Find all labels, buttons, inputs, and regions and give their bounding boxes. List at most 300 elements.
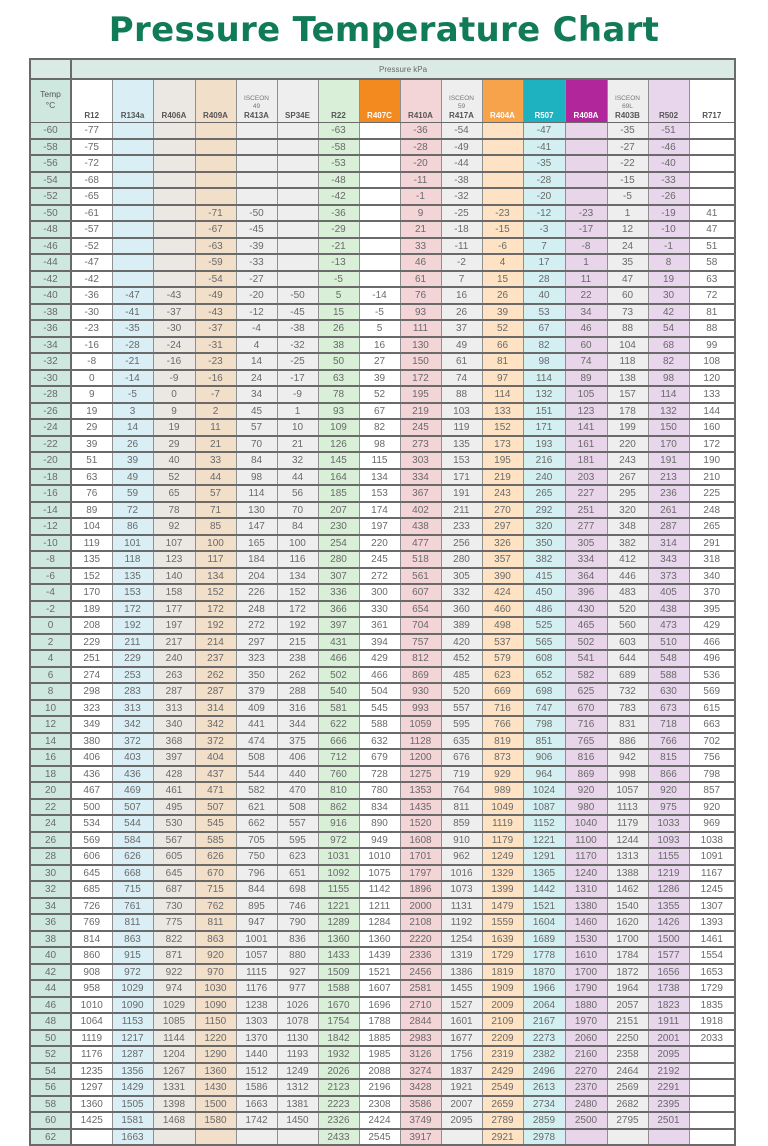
pressure-cell: 10: [277, 419, 318, 436]
pressure-cell: 207: [318, 502, 359, 519]
pressure-cell: 1607: [359, 980, 400, 997]
pressure-cell: 630: [648, 683, 689, 700]
pressure-cell: 1115: [236, 964, 277, 981]
pressure-cell: -17: [277, 370, 318, 387]
pressure-cell: 66: [482, 337, 523, 354]
temp-cell: -42: [30, 271, 71, 288]
pressure-cell: 927: [277, 964, 318, 981]
pressure-cell: 1872: [607, 964, 648, 981]
pressure-cell: 1729: [689, 980, 735, 997]
pressure-cell: 715: [112, 881, 153, 898]
pressure-cell: [359, 221, 400, 238]
pressure-cell: 11: [195, 419, 236, 436]
pressure-cell: -27: [607, 139, 648, 156]
pressure-cell: -23: [71, 320, 112, 337]
pressure-cell: -37: [153, 304, 195, 321]
pressure-cell: 373: [648, 568, 689, 585]
pressure-cell: 27: [359, 353, 400, 370]
pressure-cell: [565, 188, 607, 205]
refrigerant-header: [112, 79, 153, 123]
pressure-cell: 920: [689, 799, 735, 816]
pressure-cell: 195: [400, 386, 441, 403]
pressure-cell: 67: [523, 320, 565, 337]
pressure-cell: 814: [71, 931, 112, 948]
pressure-cell: 2464: [607, 1063, 648, 1080]
pressure-cell: 76: [71, 485, 112, 502]
table-row: [30, 601, 735, 618]
pressure-cell: 2983: [400, 1030, 441, 1047]
pressure-cell: 361: [359, 617, 400, 634]
table-row: [30, 931, 735, 948]
pressure-cell: [236, 188, 277, 205]
pressure-cell: 29: [153, 436, 195, 453]
pressure-cell: 1030: [195, 980, 236, 997]
pressure-cell: 886: [607, 733, 648, 750]
pressure-cell: -8: [565, 238, 607, 255]
pressure-cell: 366: [318, 601, 359, 618]
pressure-cell: 15: [482, 271, 523, 288]
pressure-cell: 1360: [195, 1063, 236, 1080]
pressure-cell: 214: [195, 634, 236, 651]
pressure-cell: 1329: [482, 865, 523, 882]
pressure-cell: 1360: [318, 931, 359, 948]
temp-column-header: [30, 79, 71, 123]
pressure-cell: 134: [359, 469, 400, 486]
pressure-cell: 230: [318, 518, 359, 535]
pressure-cell: 1275: [400, 766, 441, 783]
pressure-cell: 40: [523, 287, 565, 304]
pressure-cell: 1588: [318, 980, 359, 997]
table-row: [30, 568, 735, 585]
pressure-cell: 348: [607, 518, 648, 535]
pressure-cell: 171: [523, 419, 565, 436]
pressure-cell: -23: [565, 205, 607, 222]
pressure-cell: 969: [689, 815, 735, 832]
pressure-cell: [359, 238, 400, 255]
pressure-cell: [236, 1129, 277, 1146]
pressure-cell: 26: [318, 320, 359, 337]
temp-cell: 28: [30, 848, 71, 865]
pressure-cell: 2001: [648, 1030, 689, 1047]
pressure-cell: -47: [112, 287, 153, 304]
pressure-cell: 52: [482, 320, 523, 337]
pressure-cell: 857: [689, 782, 735, 799]
refrigerant-trade-name: 59: [457, 103, 466, 110]
temperature-group: [30, 386, 735, 469]
pressure-cell: -75: [71, 139, 112, 156]
pressure-cell: 51: [71, 452, 112, 469]
pressure-cell: 233: [441, 518, 482, 535]
pressure-cell: 132: [648, 403, 689, 420]
pressure-cell: -5: [607, 188, 648, 205]
pressure-cell: 360: [441, 601, 482, 618]
table-row: [30, 221, 735, 238]
temp-cell: 36: [30, 914, 71, 931]
pressure-cell: 334: [400, 469, 441, 486]
pressure-cell: 595: [277, 832, 318, 849]
pressure-cell: 67: [359, 403, 400, 420]
pressure-cell: 370: [689, 584, 735, 601]
pressure-cell: 39: [359, 370, 400, 387]
table-row: [30, 320, 735, 337]
pressure-cell: 118: [607, 353, 648, 370]
pressure-cell: 2060: [565, 1030, 607, 1047]
pressure-cell: 2682: [607, 1096, 648, 1113]
pressure-cell: 869: [565, 766, 607, 783]
pressure-cell: 402: [400, 502, 441, 519]
pressure-cell: 37: [441, 320, 482, 337]
pressure-cell: 1399: [482, 881, 523, 898]
pressure-cell: 52: [153, 469, 195, 486]
pressure-cell: [689, 188, 735, 205]
pressure-cell: 607: [400, 584, 441, 601]
pressure-cell: 1430: [195, 1079, 236, 1096]
pressure-cell: 1: [565, 254, 607, 271]
pressure-cell: 138: [607, 370, 648, 387]
pressure-cell: 679: [359, 749, 400, 766]
pressure-cell: 429: [689, 617, 735, 634]
pressure-cell: 263: [153, 667, 195, 684]
pressure-cell: -7: [195, 386, 236, 403]
pressure-cell: 19: [71, 403, 112, 420]
pressure-cell: [277, 1129, 318, 1146]
refrigerant-name: R410A: [408, 111, 433, 120]
pressure-cell: 330: [359, 601, 400, 618]
pressure-cell: 1880: [565, 997, 607, 1014]
temp-cell: -16: [30, 485, 71, 502]
pressure-cell: 2382: [523, 1046, 565, 1063]
pressure-cell: 1581: [112, 1112, 153, 1129]
temp-cell: -34: [30, 337, 71, 354]
pressure-cell: -25: [441, 205, 482, 222]
refrigerant-header: [71, 79, 112, 123]
pressure-cell: -38: [277, 320, 318, 337]
pressure-cell: 766: [482, 716, 523, 733]
pressure-cell: 1176: [71, 1046, 112, 1063]
pressure-cell: 33: [195, 452, 236, 469]
pressure-cell: 164: [318, 469, 359, 486]
pressure-cell: 747: [523, 700, 565, 717]
pressure-cell: 11: [565, 271, 607, 288]
pressure-cell: 698: [523, 683, 565, 700]
pressure-cell: 81: [482, 353, 523, 370]
pressure-cell: 42: [648, 304, 689, 321]
pressure-cell: [277, 172, 318, 189]
pressure-cell: 796: [236, 865, 277, 882]
pressure-cell: 72: [689, 287, 735, 304]
pressure-cell: 2581: [400, 980, 441, 997]
pressure-cell: 357: [482, 551, 523, 568]
pressure-cell: 1425: [71, 1112, 112, 1129]
pressure-cell: 283: [112, 683, 153, 700]
pressure-cell: 689: [607, 667, 648, 684]
pressure-cell: -28: [112, 337, 153, 354]
pressure-cell: 160: [689, 419, 735, 436]
table-row: [30, 667, 735, 684]
pressure-cell: 1520: [400, 815, 441, 832]
pressure-cell: 1131: [441, 898, 482, 915]
pressure-cell: 147: [236, 518, 277, 535]
pressure-cell: 1970: [565, 1013, 607, 1030]
pressure-cell: 1380: [565, 898, 607, 915]
temp-cell: -38: [30, 304, 71, 321]
pressure-cell: 815: [648, 749, 689, 766]
pressure-cell: 272: [236, 617, 277, 634]
pressure-cell: 569: [71, 832, 112, 849]
pressure-cell: 2196: [359, 1079, 400, 1096]
pressure-cell: 1284: [359, 914, 400, 931]
pressure-cell: 61: [441, 353, 482, 370]
pressure-cell: 844: [236, 881, 277, 898]
pressure-cell: 544: [112, 815, 153, 832]
pressure-cell: [607, 1129, 648, 1146]
pressure-cell: 508: [277, 799, 318, 816]
temp-cell: -44: [30, 254, 71, 271]
temp-cell: -32: [30, 353, 71, 370]
table-row: [30, 848, 735, 865]
pressure-cell: 625: [565, 683, 607, 700]
pressure-cell: 1119: [71, 1030, 112, 1047]
pressure-cell: 114: [482, 386, 523, 403]
pressure-cell: 1010: [359, 848, 400, 865]
pressure-cell: 26: [112, 436, 153, 453]
table-row: [30, 353, 735, 370]
pressure-cell: 76: [400, 287, 441, 304]
pressure-cell: 1450: [277, 1112, 318, 1129]
refrigerant-trade-name: ISCEON: [244, 95, 269, 102]
pressure-cell: 1559: [482, 914, 523, 931]
pressure-cell: 316: [277, 700, 318, 717]
pressure-cell: -5: [318, 271, 359, 288]
pressure-cell: 1167: [689, 865, 735, 882]
pressure-cell: 157: [607, 386, 648, 403]
pressure-cell: 130: [400, 337, 441, 354]
pressure-cell: -47: [71, 254, 112, 271]
pressure-header-row: [30, 59, 735, 79]
pressure-cell: 152: [195, 584, 236, 601]
refrigerant-name: R502: [658, 111, 679, 120]
pressure-cell: 134: [277, 568, 318, 585]
pressure-cell: 1360: [359, 931, 400, 948]
table-row: [30, 518, 735, 535]
pressure-cell: 1365: [523, 865, 565, 882]
pressure-cell: [689, 1112, 735, 1129]
pressure-cell: 544: [236, 766, 277, 783]
pressure-cell: 41: [689, 205, 735, 222]
pressure-cell: 236: [648, 485, 689, 502]
pressure-cell: [112, 271, 153, 288]
pressure-cell: 579: [482, 650, 523, 667]
refrigerant-header: [318, 79, 359, 123]
pressure-cell: 1016: [441, 865, 482, 882]
pressure-cell: -20: [523, 188, 565, 205]
pressure-cell: 1297: [71, 1079, 112, 1096]
table-row: [30, 832, 735, 849]
pressure-cell: 873: [482, 749, 523, 766]
pressure-cell: 291: [689, 535, 735, 552]
pressure-cell: 615: [689, 700, 735, 717]
pressure-cell: 93: [400, 304, 441, 321]
pressure-cell: 133: [689, 386, 735, 403]
temp-cell: -12: [30, 518, 71, 535]
pressure-cell: 1918: [689, 1013, 735, 1030]
pressure-cell: 1677: [441, 1030, 482, 1047]
pressure-cell: [482, 123, 523, 139]
temp-cell: 34: [30, 898, 71, 915]
temp-cell: -26: [30, 403, 71, 420]
pressure-cell: 307: [318, 568, 359, 585]
pressure-cell: 1249: [277, 1063, 318, 1080]
table-row: [30, 551, 735, 568]
refrigerant-name: R407C: [367, 111, 392, 120]
pressure-cell: 669: [482, 683, 523, 700]
pressure-cell: [648, 1129, 689, 1146]
pressure-cell: -49: [441, 139, 482, 156]
table-row: [30, 469, 735, 486]
pressure-cell: [277, 238, 318, 255]
pressure-cell: 109: [318, 419, 359, 436]
pressure-cell: 486: [523, 601, 565, 618]
pressure-cell: 726: [71, 898, 112, 915]
pressure-cell: 1024: [523, 782, 565, 799]
pressure-cell: 670: [195, 865, 236, 882]
pressure-cell: 732: [607, 683, 648, 700]
pressure-cell: 1797: [400, 865, 441, 882]
pressure-cell: 277: [565, 518, 607, 535]
pressure-cell: 24: [236, 370, 277, 387]
temp-cell: -56: [30, 155, 71, 172]
pressure-cell: 621: [236, 799, 277, 816]
temp-cell: -18: [30, 469, 71, 486]
pressure-cell: 267: [607, 469, 648, 486]
pressure-cell: 1310: [565, 881, 607, 898]
pressure-cell: 1388: [607, 865, 648, 882]
pressure-cell: 862: [318, 799, 359, 816]
pressure-cell: 50: [318, 353, 359, 370]
pressure-cell: 1837: [441, 1063, 482, 1080]
pressure-cell: 1238: [236, 997, 277, 1014]
pressure-cell: -67: [195, 221, 236, 238]
pressure-cell: 133: [482, 403, 523, 420]
pressure-cell: 557: [441, 700, 482, 717]
pressure-cell: 78: [318, 386, 359, 403]
pressure-cell: 2273: [523, 1030, 565, 1047]
pressure-cell: 2710: [400, 997, 441, 1014]
pressure-cell: 465: [565, 617, 607, 634]
pressure-cell: 2859: [523, 1112, 565, 1129]
pressure-cell: 2057: [607, 997, 648, 1014]
pressure-cell: 783: [607, 700, 648, 717]
table-row: [30, 419, 735, 436]
pressure-cell: [277, 221, 318, 238]
table-row: [30, 980, 735, 997]
pressure-cell: -11: [400, 172, 441, 189]
pressure-cell: 88: [607, 320, 648, 337]
pressure-cell: 123: [565, 403, 607, 420]
pressure-cell: -53: [318, 155, 359, 172]
pressure-cell: -5: [359, 304, 400, 321]
table-row: [30, 238, 735, 255]
pressure-cell: 1509: [318, 964, 359, 981]
table-row: [30, 766, 735, 783]
temp-cell: 62: [30, 1129, 71, 1146]
pressure-cell: 1440: [236, 1046, 277, 1063]
pressure-cell: [359, 172, 400, 189]
pressure-cell: -12: [523, 205, 565, 222]
pressure-cell: [441, 1129, 482, 1146]
pressure-cell: 474: [236, 733, 277, 750]
pressure-cell: 237: [195, 650, 236, 667]
pressure-cell: 1179: [607, 815, 648, 832]
pressure-cell: 746: [277, 898, 318, 915]
pressure-cell: 49: [112, 469, 153, 486]
pressure-cell: 1360: [71, 1096, 112, 1113]
refrigerant-name: R134a: [120, 111, 145, 120]
pressure-cell: -33: [648, 172, 689, 189]
pressure-cell: 57: [236, 419, 277, 436]
pressure-cell: 2064: [523, 997, 565, 1014]
pressure-cell: 3749: [400, 1112, 441, 1129]
pressure-cell: -3: [523, 221, 565, 238]
pressure-cell: 3: [112, 403, 153, 420]
pressure-cell: 56: [277, 485, 318, 502]
pressure-cell: 287: [648, 518, 689, 535]
pressure-cell: 382: [523, 551, 565, 568]
pressure-cell: [359, 123, 400, 139]
pressure-cell: 240: [153, 650, 195, 667]
pressure-cell: 3428: [400, 1079, 441, 1096]
table-row: [30, 139, 735, 156]
pressure-cell: 120: [689, 370, 735, 387]
pressure-cell: 14: [112, 419, 153, 436]
pressure-cell: 1307: [689, 898, 735, 915]
pressure-cell: 998: [607, 766, 648, 783]
temp-cell: 58: [30, 1096, 71, 1113]
pressure-cell: 1179: [482, 832, 523, 849]
pressure-cell: 1353: [400, 782, 441, 799]
pressure-cell: 1696: [359, 997, 400, 1014]
pressure-cell: 211: [112, 634, 153, 651]
temperature-group: [30, 221, 735, 304]
pressure-cell: -4: [236, 320, 277, 337]
pressure-cell: 46: [400, 254, 441, 271]
pressure-cell: 975: [648, 799, 689, 816]
refrigerant-header: [153, 79, 195, 123]
pressure-cell: 14: [236, 353, 277, 370]
pressure-cell: [236, 139, 277, 156]
refrigerant-name: SP34E: [285, 111, 310, 120]
pressure-cell: -48: [318, 172, 359, 189]
pressure-cell: 1287: [112, 1046, 153, 1063]
pressure-cell: 1512: [236, 1063, 277, 1080]
pressure-cell: 2000: [400, 898, 441, 915]
pressure-cell: 103: [441, 403, 482, 420]
pressure-cell: 9: [400, 205, 441, 222]
pressure-cell: 1312: [277, 1079, 318, 1096]
pressure-cell: 320: [523, 518, 565, 535]
pressure-cell: 1033: [648, 815, 689, 832]
pressure-cell: 1001: [236, 931, 277, 948]
pressure-cell: 0: [153, 386, 195, 403]
pressure-cell: 1057: [607, 782, 648, 799]
pressure-cell: 1500: [648, 931, 689, 948]
pressure-cell: 1221: [523, 832, 565, 849]
pressure-cell: 403: [112, 749, 153, 766]
pressure-cell: 1530: [565, 931, 607, 948]
pressure-cell: 811: [112, 914, 153, 931]
pressure-cell: [277, 205, 318, 222]
temp-cell: -58: [30, 139, 71, 156]
